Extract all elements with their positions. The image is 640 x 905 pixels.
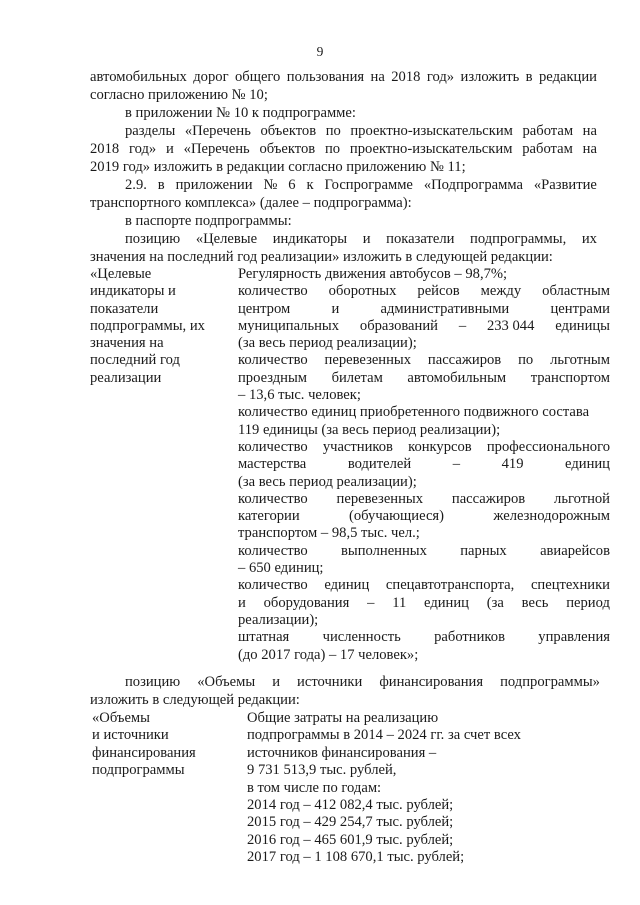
word: и [331, 300, 340, 317]
paragraph-line: транспортного комплекса» (далее – подпрограмма): [90, 195, 412, 211]
word: «Целевые [195, 231, 258, 247]
table2-right-line: в том числе по годам: [247, 779, 382, 796]
word: водителей [347, 456, 412, 473]
word: парных [460, 542, 507, 559]
word: разделы [125, 123, 176, 139]
table1-left-line: последний год [90, 352, 180, 369]
word: и [238, 594, 246, 611]
word: количество [238, 283, 308, 300]
table1-right-line: (за весь период реализации); [238, 335, 417, 352]
word: «Перечень [184, 123, 251, 139]
paragraph-line [125, 230, 597, 248]
table1-right-line [238, 456, 610, 473]
table1-right-line: (до 2017 года) – 17 человек»; [238, 646, 419, 663]
word: на [582, 123, 597, 139]
word: спецавтотранспорта, [385, 577, 515, 594]
table2-left-line: подпрограммы [92, 762, 185, 779]
table1-right-line: 119 единицы (за весь период реализации); [238, 421, 501, 438]
word: источники [297, 674, 363, 690]
table2-right-line: 2017 год – 1 108 670,1 тыс. рублей; [247, 849, 465, 866]
word: к [306, 177, 314, 193]
table1-left-line: «Целевые [90, 266, 152, 282]
word: и [272, 674, 281, 690]
word: административными [380, 300, 510, 317]
word: спецтехники [530, 577, 610, 594]
word: пассажиров [427, 352, 502, 369]
word: единиц [324, 577, 370, 594]
word: категории [238, 508, 300, 525]
word: индикаторы [272, 231, 348, 247]
table1-right-line [238, 629, 610, 646]
word: год» [129, 141, 157, 157]
word: железнодорожным [493, 508, 610, 525]
word: работам [522, 123, 574, 139]
word: финансирования [379, 674, 484, 690]
table2-left-line: «Объемы [92, 710, 150, 726]
table2-right-line: подпрограммы в 2014 – 2024 гг. за счет всех [247, 727, 521, 744]
word: образований [359, 317, 438, 334]
word: 2018 [391, 69, 421, 85]
word: центром [238, 300, 291, 317]
word: и [166, 141, 174, 157]
table2-left-line: финансирования [92, 744, 196, 761]
table1-right-line [238, 301, 610, 318]
word: пассажиров [451, 490, 526, 507]
table1-right-line [238, 283, 610, 300]
word: льготным [550, 352, 610, 369]
word: работников [434, 629, 505, 646]
paragraph-line [125, 673, 600, 691]
paragraph-line [90, 140, 597, 158]
word: на [582, 141, 597, 157]
table1-left-line: значения на [90, 335, 164, 352]
word: количество [238, 577, 308, 594]
table1-right-line: транспортом – 98,5 тыс. чел.; [238, 525, 420, 542]
word: общего [234, 69, 281, 85]
word: штатная [238, 629, 290, 646]
paragraph-line [125, 122, 597, 140]
table2-left-line: и источники [92, 727, 169, 744]
word: год» [426, 69, 455, 85]
table2-right-cell [247, 710, 607, 867]
word: – [458, 317, 467, 334]
table2-right-line: источников финансирования – [247, 744, 437, 761]
table1-right-line [238, 318, 610, 335]
paragraph-line: 2019 год» изложить в редакции согласно приложению № 11; [90, 159, 466, 175]
word: оборудования [263, 594, 350, 611]
word: работам [522, 141, 573, 157]
word: 6 [288, 177, 296, 193]
paragraph-line: изложить в следующей редакции: [90, 692, 300, 708]
word: в [157, 177, 165, 193]
word: управления [538, 629, 610, 646]
word: изложить [460, 69, 520, 85]
table1-right-line [238, 595, 610, 612]
table1-right-line: количество единиц приобретенного подвижного состава [238, 404, 590, 421]
word: период [566, 594, 610, 611]
word: по [324, 141, 341, 157]
word: по [325, 123, 341, 139]
word: подпрограммы» [500, 674, 600, 690]
word: единиц [424, 594, 469, 611]
word: муниципальных [238, 317, 340, 334]
table1-right-cell [238, 266, 610, 664]
word: 419 [501, 456, 524, 473]
word: перевезенных [324, 352, 412, 369]
word: их [581, 231, 597, 247]
table1-right-line [238, 439, 610, 456]
word: 233 044 [486, 317, 535, 334]
word: проездным [238, 369, 308, 386]
word: (обучающиеся) [349, 508, 444, 525]
paragraph-line: согласно приложению № 10; [90, 87, 268, 103]
table1-right-line [238, 577, 610, 594]
word: оборотных [328, 283, 397, 300]
word: выполненных [341, 542, 427, 559]
word: центрами [550, 300, 610, 317]
word: по [518, 352, 534, 369]
word: в [525, 69, 533, 85]
table1-left-line: подпрограммы, их [90, 317, 205, 334]
word: билетам [331, 369, 383, 386]
word: редакции [538, 69, 597, 85]
table1-right-line [238, 491, 610, 508]
table1-right-line: – 650 единиц; [238, 560, 324, 577]
word: «Объемы [197, 674, 256, 690]
table1-right-line [238, 543, 610, 560]
word: перевезенных [336, 490, 424, 507]
word: единицы [555, 317, 610, 334]
word: «Перечень [183, 141, 250, 157]
paragraph-line [125, 176, 597, 194]
word: объектов [259, 141, 316, 157]
table1-right-line: – 13,6 тыс. человек; [238, 387, 361, 404]
word: позицию [125, 231, 181, 247]
word: объектов [260, 123, 317, 139]
table1-right-line [238, 370, 610, 387]
word: конкурсов [408, 438, 472, 455]
word: показатели [386, 231, 455, 247]
word: проектно-изыскательским [350, 123, 513, 139]
word: 2.9. [125, 177, 147, 193]
table1-right-line: реализации); [238, 611, 319, 628]
word: рейсов [417, 283, 460, 300]
word: автомобильным [407, 369, 507, 386]
page-number: 9 [316, 44, 324, 59]
word: авиарейсов [540, 542, 610, 559]
word: транспортом [530, 369, 610, 386]
word: – [452, 456, 461, 473]
table1-right-line: (за весь период реализации); [238, 473, 417, 490]
word: 2018 [90, 141, 120, 157]
word: (за [486, 594, 504, 611]
word: «Подпрограмма [423, 177, 523, 193]
word: льготной [554, 490, 610, 507]
table2-right-line: 2014 год – 412 082,4 тыс. рублей; [247, 796, 454, 813]
word: № [263, 177, 278, 193]
word: «Развитие [533, 177, 597, 193]
table1-right-line [238, 352, 610, 369]
word: позицию [125, 674, 181, 690]
word: количество [238, 490, 308, 507]
word: участников [322, 438, 393, 455]
word: единиц [565, 456, 610, 473]
paragraph-line [90, 68, 597, 86]
table1-left-line: показатели [90, 300, 159, 317]
word: количество [238, 542, 308, 559]
table2-right-line: 9 731 513,9 тыс. рублей, [247, 762, 397, 779]
table1-left-cell [90, 266, 230, 387]
word: Госпрограмме [324, 177, 413, 193]
word: профессионального [486, 438, 610, 455]
word: проектно-изыскательским [349, 141, 513, 157]
table1-right-line [238, 508, 610, 525]
paragraph-line: в приложении № 10 к подпрограмме: [125, 105, 356, 121]
table2-right-line: 2015 год – 429 254,7 тыс. рублей; [247, 814, 454, 831]
word: подпрограммы, [470, 231, 567, 247]
table2-right-line: 2016 год – 465 601,9 тыс. рублей; [247, 831, 454, 848]
word: пользования [286, 69, 365, 85]
table2-left-cell [92, 710, 232, 780]
word: между [480, 283, 522, 300]
word: мастерства [238, 456, 307, 473]
table1-right-line: Регулярность движения автобусов – 98,7%; [238, 266, 508, 282]
word: приложении [175, 177, 253, 193]
word: количество [238, 438, 308, 455]
word: и [362, 231, 371, 247]
word: – [367, 594, 375, 611]
word: количество [238, 352, 308, 369]
table1-left-line: индикаторы и [90, 283, 176, 300]
table1-left-line: реализации [90, 369, 162, 386]
word: автомобильных [90, 69, 187, 85]
word: численность [322, 629, 401, 646]
word: 11 [392, 594, 407, 611]
paragraph-line: значения на последний год реализации» изложить в следующей редакции: [90, 249, 553, 265]
word: на [370, 69, 385, 85]
word: весь [521, 594, 549, 611]
table2-right-line: Общие затраты на реализацию [247, 710, 439, 726]
word: дорог [193, 69, 229, 85]
paragraph-line: в паспорте подпрограммы: [125, 213, 292, 229]
word: областным [542, 283, 610, 300]
